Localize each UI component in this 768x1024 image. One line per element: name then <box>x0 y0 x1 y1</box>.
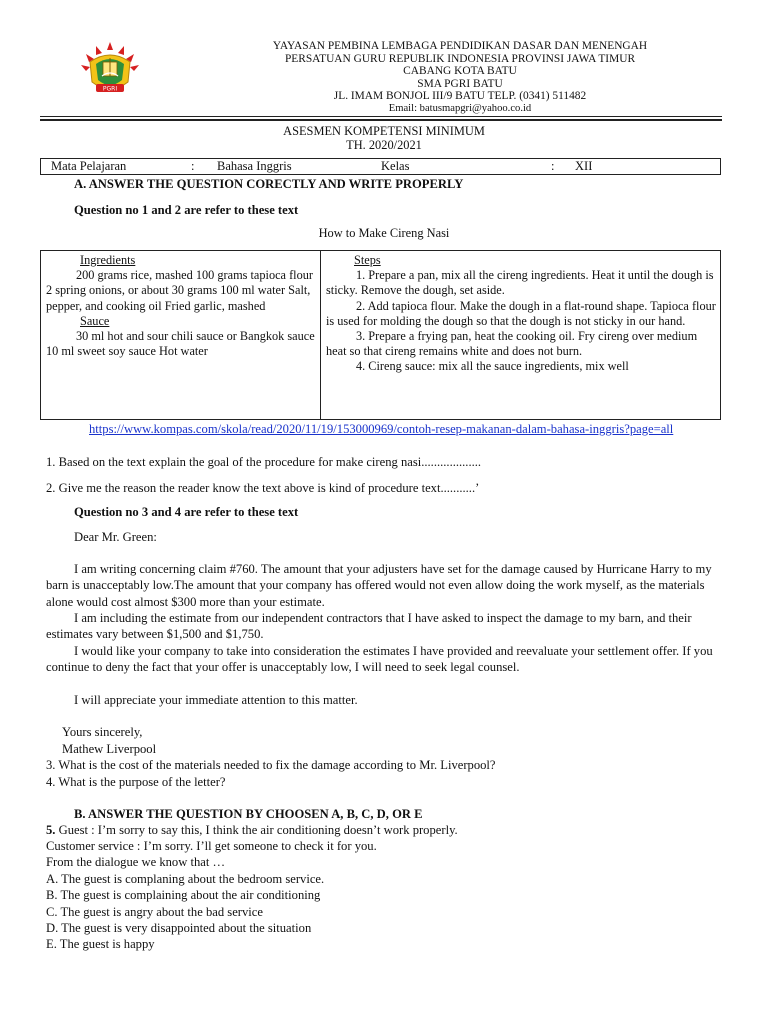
source-link[interactable]: https://www.kompas.com/skola/read/2020/11/19/153000969/contoh-resep-makanan-dalam-bahasa-inggris?page=all <box>89 422 674 436</box>
question-3-4-intro: Question no 3 and 4 are refer to these text <box>74 505 299 519</box>
sauce-text: 30 ml hot and sour chili sauce or Bangkok sauce 10 ml sweet soy sauce Hot water <box>46 329 315 359</box>
header-line-2: PERSATUAN GURU REPUBLIK INDONESIA PROVINSI JAWA TIMUR <box>284 52 636 65</box>
ingredients-heading: Ingredients <box>80 253 136 267</box>
section-b-heading: B. ANSWER THE QUESTION BY CHOOSEN A, B, C, D, OR E <box>74 807 423 821</box>
option-b: B. The guest is complaining about the air conditioning <box>46 888 321 902</box>
header-divider-2 <box>40 119 722 121</box>
header-divider-1 <box>40 116 722 117</box>
subject-label: Mata Pelajaran <box>51 159 127 173</box>
question-5-number: 5. <box>46 823 56 837</box>
question-5-line-1 <box>46 822 728 838</box>
question-4: 4. What is the purpose of the letter? <box>46 775 226 789</box>
header-address: JL. IMAM BONJOL III/9 BATU TELP. (0341) 511482 <box>333 90 587 102</box>
question-1-2-intro: Question no 1 and 2 are refer to these text <box>74 203 299 217</box>
header-line-1: YAYASAN PEMBINA LEMBAGA PENDIDIKAN DASAR DAN MENENGAH <box>272 40 648 52</box>
ingredients-text: 200 grams rice, mashed 100 grams tapioca flour 2 spring onions, or about 30 grams 100 ml water Salt, pepper, and cooking oil Fried garlic, mashed <box>46 268 313 313</box>
option-a: A. The guest is complaning about the bedroom service. <box>46 872 325 886</box>
letter-paragraph-4: I will appreciate your immediate attention to this matter. <box>74 693 358 707</box>
letter-paragraph-2: I am including the estimate from our independent contractors that I have asked to inspect the damage to my barn, and their estimates vary between $1,500 and $1,750. <box>46 611 692 642</box>
step-4: 4. Cireng sauce: mix all the sauce ingredients, mix well <box>356 359 629 374</box>
step-1: 1. Prepare a pan, mix all the cireng ingredients. Heat it until the dough is sticky. Remove the dough, set aside. <box>326 268 714 298</box>
section-a-heading: A. ANSWER THE QUESTION CORECTLY AND WRITE PROPERLY <box>74 177 464 191</box>
steps-cell <box>321 251 721 420</box>
class-label: Kelas <box>381 159 410 173</box>
sauce-heading: Sauce <box>80 313 110 328</box>
header-line-3: CABANG KOTA BATU <box>403 65 517 77</box>
letter-closing: Yours sincerely, <box>62 725 143 739</box>
step-2: 2. Add tapioca flour. Make the dough in a flat-round shape. Tapioca flour is used for molding the dough so that the dough is not sticky in our hand. <box>326 298 716 328</box>
subject-colon: : <box>191 159 195 173</box>
question-5-line-3: From the dialogue we know that … <box>46 855 226 869</box>
question-5-guest-line: Guest : I’m sorry to say this, I think the air conditioning doesn’t work properly. <box>55 823 458 837</box>
class-value: XII <box>575 159 593 173</box>
exam-year: TH. 2020/2021 <box>346 138 422 152</box>
option-c: C. The guest is angry about the bad service <box>46 905 263 919</box>
option-d: D. The guest is very disappointed about the situation <box>46 921 312 935</box>
ingredients-cell <box>41 251 321 420</box>
question-2: 2. Give me the reason the reader know the text above is kind of procedure text...........’ <box>46 481 480 495</box>
step-3: 3. Prepare a frying pan, heat the cooking oil. Fry cireng over medium heat so that cireng remains white and does not burn. <box>326 329 698 359</box>
recipe-table <box>40 250 721 420</box>
header-email: Email: batusmapgri@yahoo.co.id <box>388 102 532 114</box>
option-e: E. The guest is happy <box>46 937 155 951</box>
steps-heading: Steps <box>354 253 381 267</box>
subject-value: Bahasa Inggris <box>217 159 292 173</box>
info-box <box>40 158 721 175</box>
question-3: 3. What is the cost of the materials needed to fix the damage according to Mr. Liverpool? <box>46 758 496 772</box>
recipe-title: How to Make Cireng Nasi <box>318 226 450 240</box>
letter-paragraph-3: I would like your company to take into consideration the estimates I have provided and reevaluate your settlement offer. If you continue to deny the fact that your offer is unacceptably low, I will need to seek legal counsel. <box>46 644 713 675</box>
question-1: 1. Based on the text explain the goal of the procedure for make cireng nasi................... <box>46 455 482 469</box>
letter-salutation: Dear Mr. Green: <box>74 530 157 544</box>
letter-signature: Mathew Liverpool <box>62 742 157 756</box>
svg-text:PGRI: PGRI <box>102 85 118 93</box>
class-colon: : <box>551 159 555 173</box>
letter-paragraph-1: I am writing concerning claim #760. The amount that your adjusters have set for the damage caused by Hurricane Harry to my barn is unacceptably low.The amount that your company has offered would not even allow doing the work myself, as the materials alone would cost almost $300 more than your estimate. <box>46 562 712 609</box>
pgri-logo <box>76 40 144 98</box>
question-5-line-2: Customer service : I’m sorry. I’ll get someone to check it for you. <box>46 839 377 853</box>
header-line-4: SMA PGRI BATU <box>417 77 503 90</box>
exam-title: ASESMEN KOMPETENSI MINIMUM <box>283 124 485 138</box>
